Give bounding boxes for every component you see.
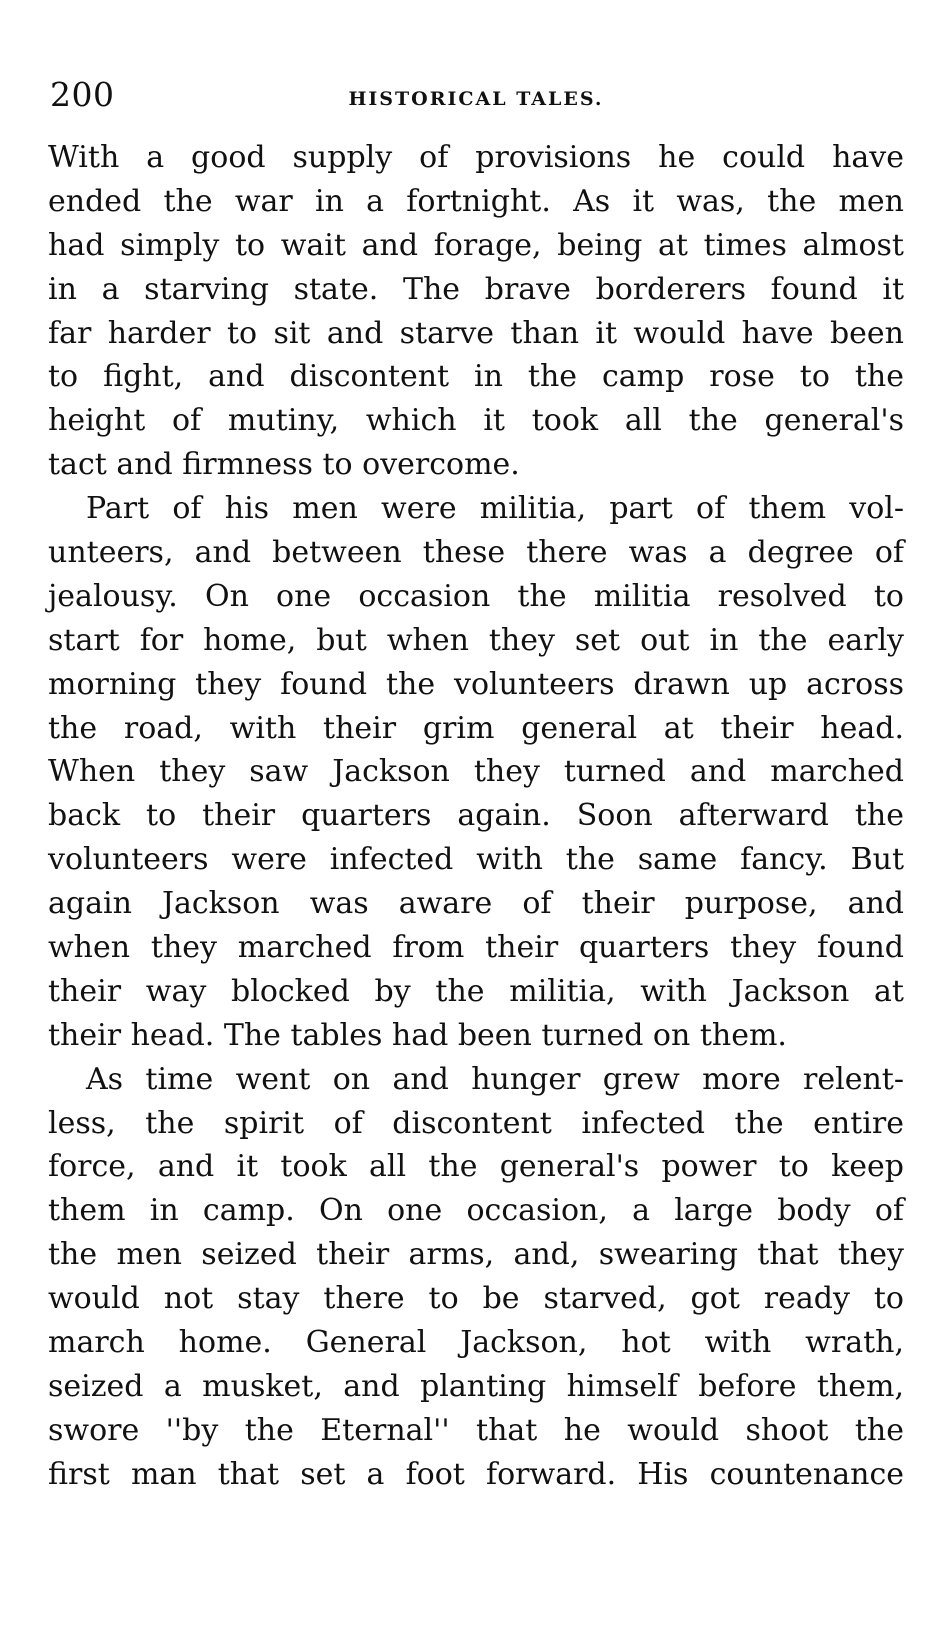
paragraph bbox=[48, 136, 904, 487]
text-line: ended the war in a fortnight. As it was, the men bbox=[48, 183, 904, 219]
text-line: march home. General Jackson, hot with wrath, bbox=[48, 1325, 904, 1361]
text-line: seized a musket, and planting himself before them, bbox=[48, 1368, 904, 1404]
text-line: back to their quarters again. Soon afterward the bbox=[48, 798, 904, 834]
text-line: in a starving state. The brave borderers found it bbox=[48, 271, 904, 307]
text-line: less, the spirit of discontent infected the entire bbox=[48, 1105, 904, 1141]
text-line: would not stay there to be starved, got ready to bbox=[48, 1281, 904, 1317]
text-line: start for home, but when they set out in the early bbox=[48, 622, 904, 658]
text-line: when they marched from their quarters they found bbox=[48, 930, 904, 966]
text-line: the men seized their arms, and, swearing that they bbox=[48, 1237, 904, 1273]
text-line: their head. The tables had been turned on them. bbox=[48, 1017, 787, 1053]
running-title: HISTORICAL TALES. bbox=[348, 88, 604, 110]
text-line: morning they found the volunteers drawn up across bbox=[48, 666, 904, 702]
text-line: their way blocked by the militia, with Jackson at bbox=[48, 973, 904, 1009]
page-number: 200 bbox=[50, 75, 115, 114]
text-line: tact and firmness to overcome. bbox=[48, 447, 520, 483]
text-line: height of mutiny, which it took all the general's bbox=[48, 403, 904, 439]
text-line: the road, with their grim general at their head. bbox=[48, 710, 904, 746]
paragraph bbox=[48, 1058, 904, 1497]
text-line: again Jackson was aware of their purpose, and bbox=[48, 886, 904, 922]
paragraph bbox=[48, 487, 904, 1058]
book-page bbox=[48, 70, 904, 1610]
text-line: When they saw Jackson they turned and marched bbox=[48, 754, 904, 790]
running-head bbox=[48, 70, 904, 136]
text-line: to fight, and discontent in the camp rose to the bbox=[48, 359, 904, 395]
text-line: force, and it took all the general's power to keep bbox=[48, 1149, 904, 1185]
text-line: Part of his men were militia, part of them vol- bbox=[86, 491, 904, 527]
text-line: With a good supply of provisions he could have bbox=[48, 140, 904, 175]
text-line: unteers, and between these there was a degree of bbox=[48, 535, 904, 571]
text-line: jealousy. On one occasion the militia resolved to bbox=[48, 578, 904, 614]
text-line: them in camp. On one occasion, a large body of bbox=[48, 1193, 904, 1229]
text-line: first man that set a foot forward. His countenance bbox=[48, 1456, 904, 1492]
text-line: As time went on and hunger grew more relent- bbox=[86, 1061, 904, 1097]
text-line: volunteers were infected with the same fancy. But bbox=[48, 842, 904, 878]
text-line: far harder to sit and starve than it would have been bbox=[48, 315, 904, 351]
text-line: swore ''by the Eternal'' that he would shoot the bbox=[48, 1412, 904, 1448]
body-text bbox=[48, 136, 904, 1497]
text-line: had simply to wait and forage, being at times almost bbox=[48, 227, 904, 263]
